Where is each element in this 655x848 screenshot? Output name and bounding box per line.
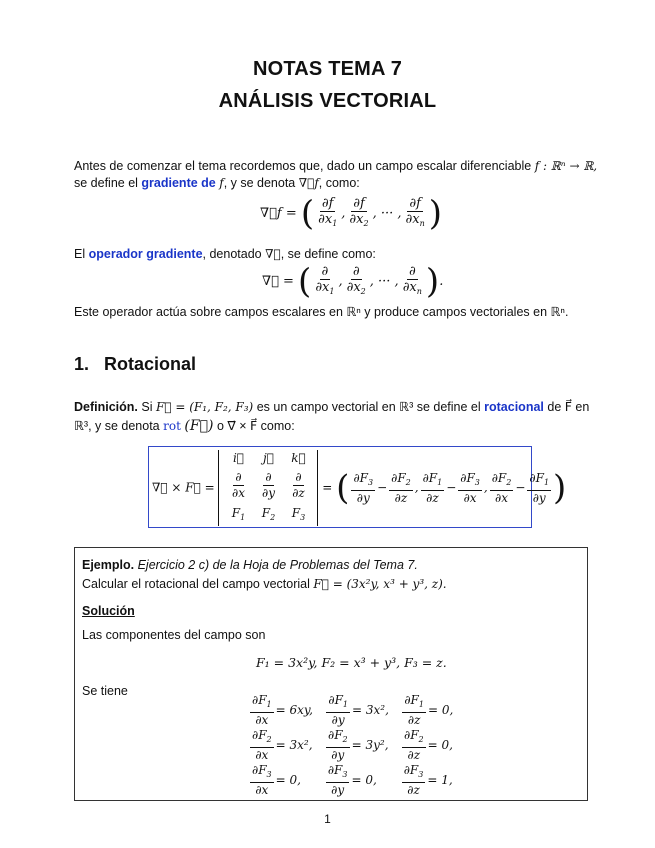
definition-line-1: Definición. Si F⃗ = (F₁, F₂, F₃) es un campo vectorial en ℝ³ se define el rotacional de F⃗ en: [74, 400, 590, 414]
example-task: Calcular el rotacional del campo vectorial F⃗ = (3x²y, x³ + y³, z).: [82, 577, 447, 591]
intro-line-2: se define el gradiente de f, y se denota ∇⃗f, como:: [74, 176, 360, 190]
term-rotacional: rotacional: [484, 400, 544, 414]
intro-line-1: Antes de comenzar el tema recordemos que, dado un campo escalar diferenciable f : ℝⁿ → ℝ,: [74, 159, 598, 173]
curl-determinant: i⃗ j⃗ k⃗ $\frac{\partial}{\partial x}$ $\frac{\partial}{\partial y}$ $\frac{\partial}{\partial z}$ $F_1$ $F_2$ $F_3$: [218, 450, 318, 526]
section-heading: 1. Rotacional: [74, 354, 197, 374]
operator-description: Este operador actúa sobre campos escalares en ℝⁿ y produce campos vectoriales en ℝⁿ.: [74, 305, 569, 319]
page-number: 1: [324, 812, 331, 826]
solution-heading: Solución: [82, 604, 135, 618]
partials-row-3: $\frac{\partial F_3}{\partial x}$ = 0, $\frac{\partial F_3}{\partial y}$ = 0, $\frac{\partial F_3}{\partial z}$ = 1,: [252, 763, 453, 797]
components-equation: F₁ = 3x²y, F₂ = x³ + y³, F₃ = z.: [256, 655, 447, 670]
partials-row-2: $\frac{\partial F_2}{\partial x}$ = 3x², $\frac{\partial F_2}{\partial y}$ = 3y², $\frac{\partial F_2}{\partial z}$ = 0,: [252, 728, 453, 762]
se-tiene: Se tiene: [82, 684, 128, 698]
curl-formula: ∇⃗ × F⃗ = i⃗ j⃗ k⃗ $\frac{\partial}{\partial x}$ $\frac{\partial}{\partial y}$ $\frac{\partial}{\partial z}$ $F_1$ $F_2$ $F_3$ = ( $\frac{\partial F_3}{\partial y}$ − $\frac{\partial F_2}{\partial z}$ , $\frac{\partial F_1}{\partial z}$ − $\frac{\partial F_3}{\partial x}$ , $\frac{\partial F_2}{\partial x}$ − $\frac{\partial F_1}{\partial y}$ ): [152, 450, 566, 526]
term-gradiente: gradiente de: [141, 176, 216, 190]
example-header: Ejemplo. Ejercicio 2 c) de la Hoja de Problemas del Tema 7.: [82, 558, 418, 572]
definition-line-2: ℝ³, y se denota rot (F⃗) o ∇⃗ × F⃗ como:: [74, 418, 295, 434]
operator-formula: ∇⃗ = ( $\frac{\partial}{\partial x_1}$ , $\frac{\partial}{\partial x_2}$ , ··· , $\frac{\partial}{\partial x_n}$ ).: [262, 261, 444, 302]
page-title: NOTAS TEMA 7: [252, 58, 403, 80]
gradient-formula: ∇⃗f = ( $\frac{\partial f}{\partial x_1}$ , $\frac{\partial f}{\partial x_2}$ , ··· , $\frac{\partial f}{\partial x_n}$ ): [260, 193, 442, 234]
operator-line: El operador gradiente, denotado ∇⃗, se define como:: [74, 247, 376, 261]
partials-row-1: $\frac{\partial F_1}{\partial x}$ = 6xy, $\frac{\partial F_1}{\partial y}$ = 3x², $\frac{\partial F_1}{\partial z}$ = 0,: [252, 693, 454, 727]
page-subtitle: ANÁLISIS VECTORIAL: [218, 90, 437, 112]
components-intro: Las componentes del campo son: [82, 628, 266, 642]
term-operador-gradiente: operador gradiente: [88, 247, 203, 261]
